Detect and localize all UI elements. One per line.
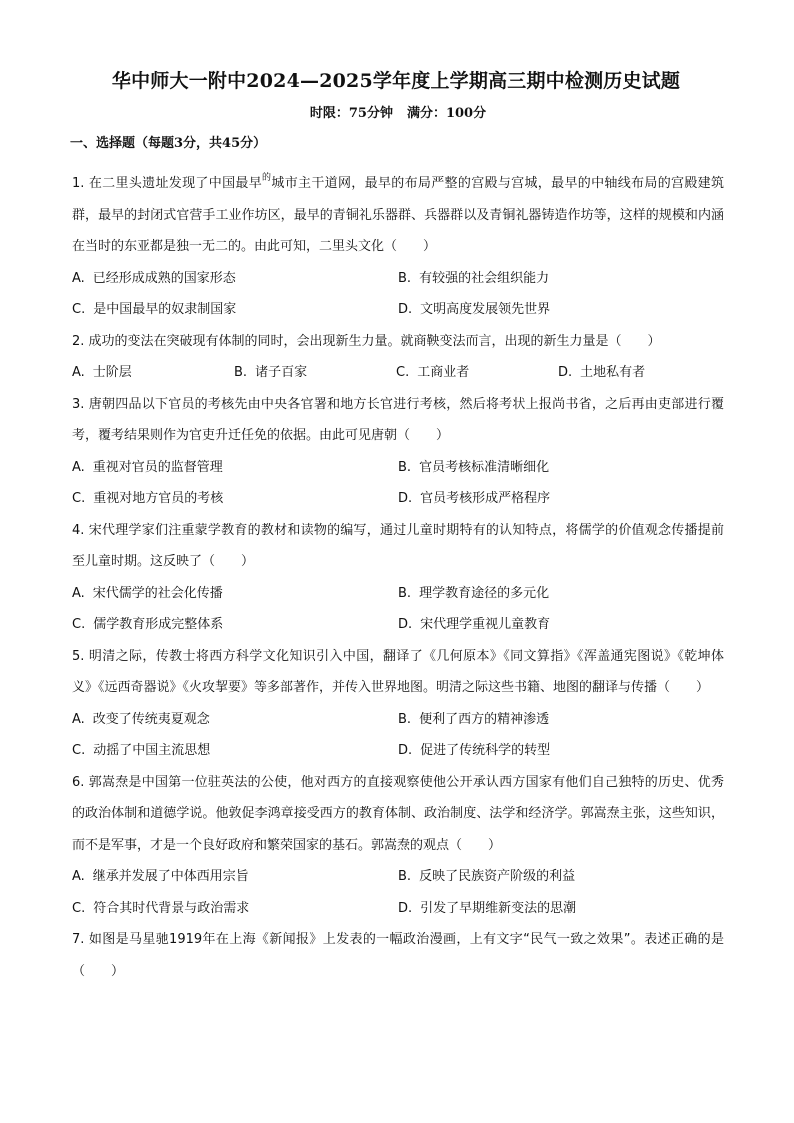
option-c[interactable]: C. 是中国最早的奴隶制国家	[72, 302, 237, 317]
question-3	[72, 389, 724, 515]
time-limit: 时限：75分钟	[309, 106, 393, 121]
option-a[interactable]: A. 宋代儒学的社会化传播	[72, 585, 223, 601]
option-d[interactable]: D. 土地私有者	[558, 365, 646, 380]
exam-title: 华中师大一附中2024—2025学年度上学期高三期中检测历史试题	[111, 70, 681, 92]
option-a[interactable]: A. 继承并发展了中体西用宗旨	[72, 869, 249, 884]
option-b[interactable]: B. 有较强的社会组织能力	[398, 270, 550, 286]
option-c[interactable]: C. 工商业者	[396, 365, 470, 380]
option-c[interactable]: C. 儒学教育形成完整体系	[72, 617, 224, 632]
superscript-char: 的	[262, 173, 272, 183]
option-c[interactable]: C. 符合其时代背景与政治需求	[72, 900, 250, 916]
option-d[interactable]: D. 文明高度发展领先世界	[398, 302, 551, 317]
question-stem: 4. 宋代理学家们注重蒙学教育的教材和读物的编写，通过儿童时期特有的认知特点，将儒学的价值观念传播提前至儿童时期。这反映了（ ）	[72, 522, 724, 569]
question-7	[72, 924, 724, 987]
exam-info	[72, 104, 724, 124]
option-d[interactable]: D. 促进了传统科学的转型	[398, 743, 551, 758]
question-options	[72, 263, 724, 326]
question-5	[72, 641, 724, 767]
full-score: 满分：100分	[406, 106, 487, 121]
question-options	[72, 861, 724, 924]
question-options	[72, 578, 724, 641]
question-options	[72, 357, 724, 389]
option-a[interactable]: A. 士阶层	[72, 365, 132, 380]
question-options	[72, 452, 724, 515]
option-a[interactable]: A. 改变了传统夷夏观念	[72, 711, 210, 727]
option-c[interactable]: C. 动摇了中国主流思想	[72, 743, 211, 758]
question-2	[72, 326, 724, 389]
option-b[interactable]: B. 官员考核标准清晰细化	[398, 459, 550, 475]
question-stem: 6. 郭嵩焘是中国第一位驻英法的公使，他对西方的直接观察使他公开承认西方国家有他们自己独特的历史、优秀的政治体制和道德学说。他敦促李鸿章接受西方的教育体制、政治制度、法学和经济学。郭嵩焘主张，这些知识，而不是军事，才是一个良好政府和繁荣国家的基石。郭嵩焘的观点（ ）	[72, 774, 724, 853]
option-b[interactable]: B. 理学教育途径的多元化	[398, 585, 550, 601]
option-b[interactable]: B. 便利了西方的精神渗透	[398, 711, 550, 727]
option-a[interactable]: A. 已经形成成熟的国家形态	[72, 270, 236, 286]
option-b[interactable]: B. 反映了民族资产阶级的利益	[398, 869, 576, 884]
option-a[interactable]: A. 重视对官员的监督管理	[72, 459, 223, 475]
question-options	[72, 704, 724, 767]
option-d[interactable]: D. 官员考核形成严格程序	[398, 491, 551, 506]
question-stem: 2. 成功的变法在突破现有体制的同时，会出现新生力量。就商鞅变法而言，出现的新生力量是（ ）	[72, 333, 661, 349]
question-4	[72, 515, 724, 641]
question-stem: 3. 唐朝四品以下官员的考核先由中央各官署和地方长官进行考核，然后将考状上报尚书省，之后再由吏部进行覆考，覆考结果则作为官吏升迁任免的依据。由此可见唐朝（ ）	[72, 396, 724, 443]
question-stem: 7. 如图是马星驰1919年在上海《新闻报》上发表的一幅政治漫画，上有文字“民气一致之效果”。表述正确的是（ ）	[72, 932, 724, 979]
option-c[interactable]: C. 重视对地方官员的考核	[72, 491, 224, 506]
question-6	[72, 767, 724, 925]
question-stem: 1. 在二里头遗址发现了中国最早$^的$城市主干道网，最早的布局严整的宫殿与宫城，最早的中轴线布局的宫殿建筑群，最早的封闭式官营手工业作坊区，最早的青铜礼乐器群、兵器群以及青铜礼器铸造作坊等，这样的规模和内涵在当时的东亚都是独一无二的。由此可知，二里头文化（ ）	[72, 173, 724, 254]
section-heading-choice: 一、选择题（每题3分，共45分）	[70, 136, 267, 151]
option-b[interactable]: B. 诸子百家	[234, 365, 308, 380]
question-stem: 5. 明清之际，传教士将西方科学文化知识引入中国，翻译了《几何原本》《同文算指》《浑盖通宪图说》《乾坤体义》《远西奇器说》《火攻挈要》等多部著作，并传入世界地图。明清之际这些书籍、地图的翻译与传播（ ）	[72, 648, 724, 695]
option-d[interactable]: D. 引发了早期维新变法的思潮	[398, 900, 577, 916]
question-1	[72, 168, 724, 326]
option-d[interactable]: D. 宋代理学重视儿童教育	[398, 617, 551, 632]
